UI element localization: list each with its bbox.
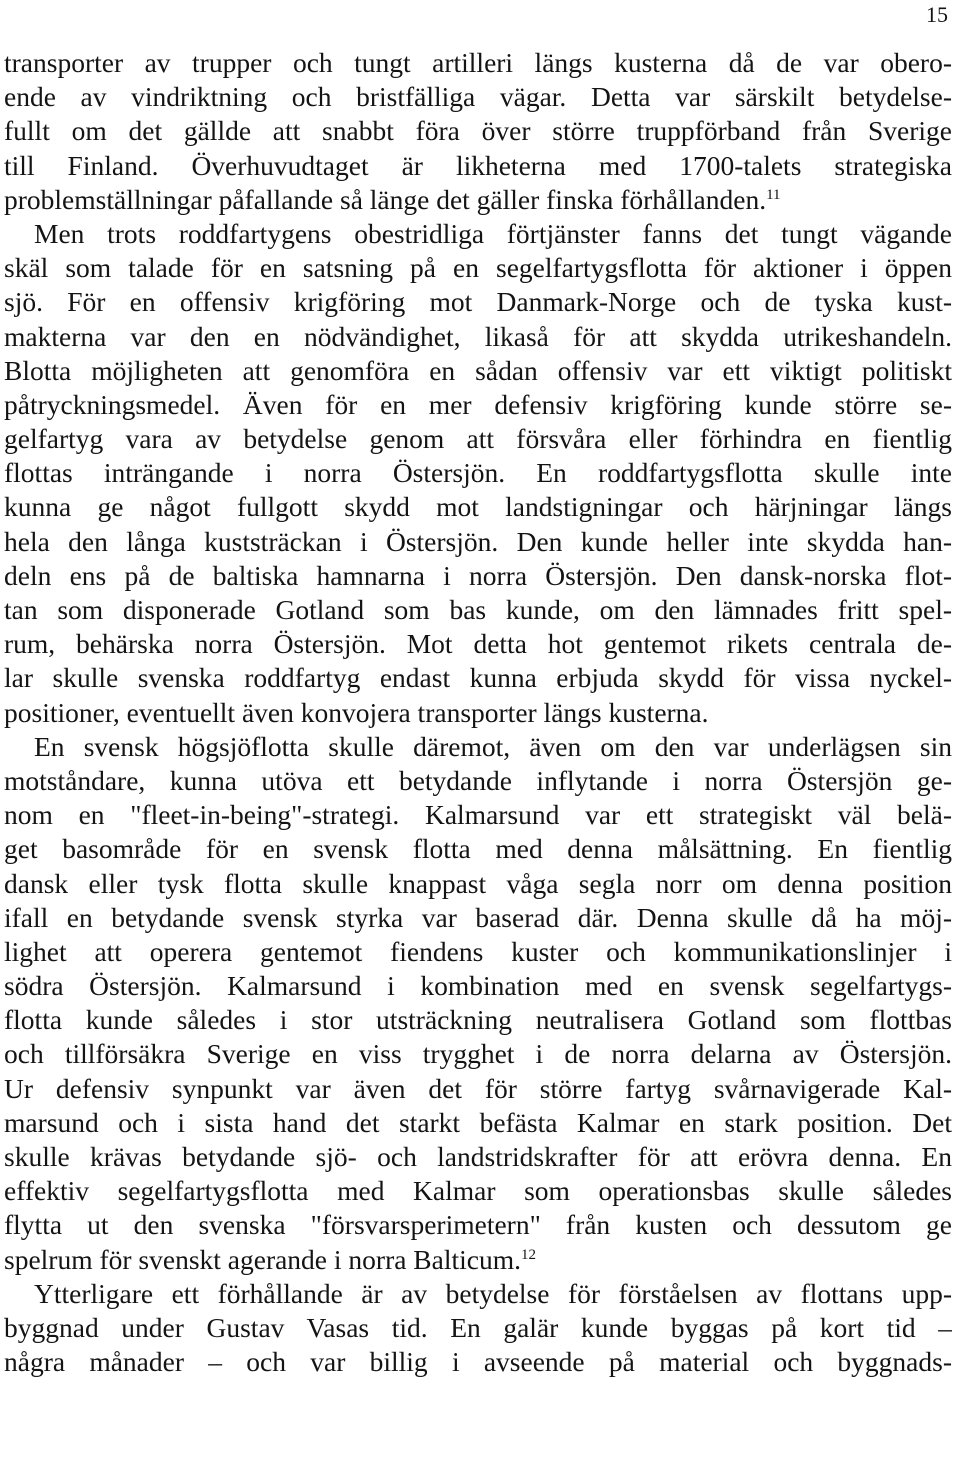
line-text: till Finland. Överhuvudtaget är likheterna med 1700-talets strategiska: [4, 149, 952, 181]
text-line: [4, 354, 952, 388]
text-line: [4, 285, 952, 319]
text-line: [4, 422, 952, 456]
line-text: skulle krävas betydande sjö- och landstridskrafter för att erövra denna. En: [4, 1141, 952, 1172]
line-text: makterna var den en nödvändighet, likaså för att skydda utrikeshandeln.: [4, 320, 952, 352]
line-text: motståndare, kunna utöva ett betydande inflytande i norra Östersjön ge-: [4, 764, 952, 796]
line-text: En svensk högsjöflotta skulle däremot, även om den var underlägsen sin: [34, 730, 952, 762]
line-text: dansk eller tysk flotta skulle knappast våga segla norr om denna position: [4, 867, 952, 899]
line-text: och tillförsäkra Sverige en viss trygghet i de norra delarna av Östersjön.: [4, 1038, 952, 1070]
text-line: [4, 1345, 952, 1379]
text-line: [4, 1208, 952, 1242]
line-text: tan som disponerade Gotland som bas kunde, om den lämnades fritt spel-: [4, 594, 952, 625]
text-line: [4, 696, 952, 730]
line-text: byggnad under Gustav Vasas tid. En galär kunde byggas på kort tid –: [4, 1311, 952, 1343]
text-line: [4, 183, 952, 217]
text-line: [4, 217, 952, 251]
text-line: [4, 593, 952, 627]
text-line: [4, 490, 952, 524]
line-text: Men trots roddfartygens obestridliga förtjänster fanns det tungt vägande: [34, 217, 952, 249]
text-line: [4, 456, 952, 490]
line-text: Ur defensiv synpunkt var även det för större fartyg svårnavigerade Kal-: [4, 1072, 952, 1104]
text-line: [4, 1072, 952, 1106]
line-text: södra Östersjön. Kalmarsund i kombination med en svensk segelfartygs-: [4, 970, 952, 1002]
line-text: Ytterligare ett förhållande är av betydelse för förståelsen av flottans upp-: [34, 1277, 952, 1309]
text-line: [4, 1174, 952, 1208]
line-text: lar skulle svenska roddfartyg endast kunna erbjuda skydd för vissa nyckel-: [4, 662, 952, 694]
footnote-reference[interactable]: 12: [521, 1246, 536, 1263]
text-line: [4, 627, 952, 661]
line-text: problemställningar påfallande så länge det gäller finska förhållanden.: [4, 183, 767, 215]
line-text: positioner, eventuellt även konvojera transporter längs kusterna.: [4, 696, 709, 728]
text-line: [4, 764, 952, 798]
text-line: [4, 149, 952, 183]
line-text: ende av vindriktning och bristfälliga vägar. Detta var särskilt betydelse-: [4, 81, 952, 113]
text-line: [4, 1277, 952, 1311]
text-line: [4, 46, 952, 80]
line-text: ifall en betydande svensk styrka var baserad där. Denna skulle då ha möj-: [4, 901, 952, 933]
line-text: lighet att operera gentemot fiendens kuster och kommunikationslinjer i: [4, 935, 952, 967]
line-text: sjö. För en offensiv krigföring mot Danmark-Norge och de tyska kust-: [4, 286, 952, 318]
line-text: effektiv segelfartygsflotta med Kalmar som operationsbas skulle således: [4, 1175, 952, 1207]
page-number: 15: [926, 2, 948, 27]
line-text: kunna ge något fullgott skydd mot landstigningar och härjningar längs: [4, 491, 952, 523]
text-line: [4, 559, 952, 593]
line-text: påtryckningsmedel. Även för en mer defensiv krigföring kunde större se-: [4, 388, 952, 420]
text-line: [4, 80, 952, 114]
text-line: [4, 730, 952, 764]
text-line: [4, 969, 952, 1003]
line-text: nom en "fleet-in-being"-strategi. Kalmarsund var ett strategiskt väl belä-: [4, 799, 952, 831]
text-line: [4, 832, 952, 866]
line-text: gelfartyg vara av betydelse genom att försvåra eller förhindra en fientlig: [4, 423, 952, 455]
text-line: [4, 901, 952, 935]
line-text: hela den långa kuststräckan i Östersjön. Den kunde heller inte skydda han-: [4, 525, 952, 557]
body-text: [4, 46, 952, 1379]
line-text: deln ens på de baltiska hamnarna i norra Östersjön. Den dansk-norska flot-: [4, 559, 952, 591]
text-line: [4, 388, 952, 422]
text-line: [4, 1140, 952, 1174]
line-text: några månader – och var billig i avseende på material och byggnads-: [4, 1346, 952, 1378]
line-text: Blotta möjligheten att genomföra en sådan offensiv var ett viktigt politiskt: [4, 354, 952, 386]
text-line: [4, 1311, 952, 1345]
text-line: [4, 935, 952, 969]
text-line: [4, 251, 952, 285]
line-text: flotta kunde således i stor utsträckning neutralisera Gotland som flottbas: [4, 1004, 952, 1036]
text-line: [4, 320, 952, 354]
text-line: [4, 114, 952, 148]
line-text: flottas inträngande i norra Östersjön. En roddfartygsflotta skulle inte: [4, 457, 952, 489]
text-line: [4, 661, 952, 695]
text-line: [4, 1106, 952, 1140]
line-text: rum, behärska norra Östersjön. Mot detta hot gentemot rikets centrala de-: [4, 628, 952, 660]
text-line: [4, 798, 952, 832]
text-line: [4, 1037, 952, 1071]
text-line: [4, 1003, 952, 1037]
footnote-reference[interactable]: 11: [766, 186, 781, 203]
line-text: flytta ut den svenska "försvarsperimetern" från kusten och dessutom ge: [4, 1209, 952, 1241]
text-line: [4, 1243, 952, 1277]
text-line: [4, 867, 952, 901]
line-text: marsund och i sista hand det starkt befästa Kalmar en stark position. Det: [4, 1106, 952, 1138]
line-text: spelrum för svenskt agerande i norra Balticum.: [4, 1243, 521, 1275]
line-text: transporter av trupper och tungt artilleri längs kusterna då de var obero-: [4, 47, 952, 78]
line-text: skäl som talade för en satsning på en segelfartygsflotta för aktioner i öppen: [4, 252, 952, 284]
line-text: get basområde för en svensk flotta med denna målsättning. En fientlig: [4, 833, 952, 865]
text-line: [4, 525, 952, 559]
line-text: fullt om det gällde att snabbt föra över större truppförband från Sverige: [4, 115, 952, 147]
